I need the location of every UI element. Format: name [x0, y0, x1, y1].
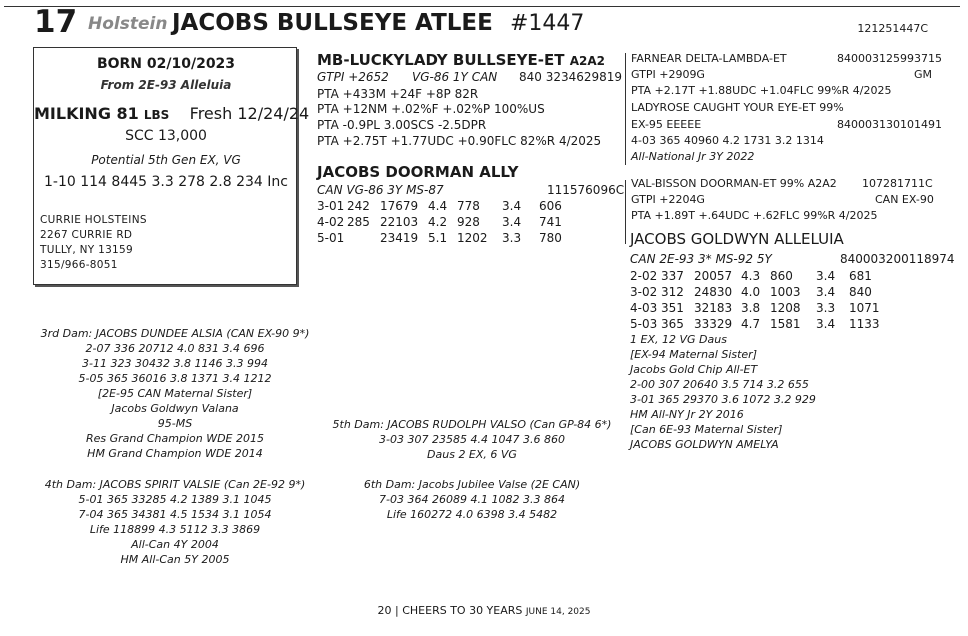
breed-label: Holstein	[88, 14, 168, 34]
pedigree-line: HM All-Can 5Y 2005	[120, 553, 230, 566]
third-dam-name: 3rd Dam: JACOBS DUNDEE ALSIA (CAN EX-90 9*)	[40, 327, 310, 340]
sire-class: VG-86 1Y CAN	[412, 70, 498, 84]
footer-title: CHEERS TO 30 YEARS	[402, 604, 523, 617]
sire-sire-pta: PTA +2.17T +1.88UDC +1.04FLC 99%R 4/2025	[631, 84, 892, 97]
sire-pta-line: PTA -0.9PL 3.00SCS -2.5DPR	[317, 118, 487, 132]
granddam-reg: 840003200118974	[840, 252, 955, 266]
pedigree-line: 95-MS	[157, 417, 193, 430]
sixth-dam-name: 6th Dam: Jacobs Jubilee Valse (2E CAN)	[363, 478, 581, 491]
note-line: 2-00 307 20640 3.5 714 3.2 655	[630, 378, 809, 391]
table-row: 3-01 242 17679 4.4 778 3.4 606	[317, 199, 562, 213]
dam-sire-reg: 107281711C	[862, 177, 933, 190]
dam-reg: 111576096C	[547, 183, 625, 197]
page-number: 20	[377, 604, 392, 617]
pedigree-line: [2E-95 CAN Maternal Sister]	[97, 387, 253, 400]
note-line: 1 EX, 12 VG Daus	[630, 333, 727, 346]
pedigree-line: All-Can 4Y 2004	[131, 538, 219, 551]
info-box	[33, 47, 310, 285]
note-line: JACOBS GOLDWYN AMELYA	[630, 438, 779, 451]
potential: Potential 5th Gen EX, VG	[91, 153, 241, 167]
fourth-dam-block	[20, 477, 330, 567]
pedigree-line: Life 160272 4.0 6398 3.4 5482	[386, 508, 558, 521]
pedigree-line: 3-03 307 23585 4.4 1047 3.6 860	[379, 433, 565, 446]
consignor-street: 2267 CURRIE RD	[40, 229, 133, 241]
born-date: BORN 02/10/2023	[96, 56, 236, 72]
sire-pta-line: PTA +2.75T +1.77UDC +0.90FLC 82%R 4/2025	[317, 134, 602, 148]
pedigree-line: HM Grand Champion WDE 2014	[87, 447, 263, 460]
fifth-dam-block	[322, 417, 622, 462]
table-row: 4-03 351 32183 3.8 1208 3.3 1071	[630, 301, 880, 315]
sire-name	[317, 51, 605, 69]
sire-sire-gm: GM	[914, 68, 933, 81]
pedigree-line: Daus 2 EX, 6 VG	[427, 448, 517, 461]
granddam-name: JACOBS GOLDWYN ALLELUIA	[630, 230, 844, 248]
table-row: 5-01 23419 5.1 1202 3.3 780	[317, 231, 562, 245]
dam-sire-name: VAL-BISSON DOORMAN-ET 99% A2A2	[631, 177, 837, 190]
footer-separator: |	[395, 604, 399, 617]
dam-sire-pta: PTA +1.89T +.64UDC +.62FLC 99%R 4/2025	[631, 209, 878, 222]
sire-name-text: MB-LUCKYLADY BULLSEYE-ET	[317, 51, 565, 69]
sire-genotype-tag: A2A2	[569, 54, 606, 68]
granddam-class: CAN 2E-93 3* MS-92 5Y	[630, 252, 772, 266]
consignor-phone: 315/966-8051	[40, 259, 118, 271]
sire-dam-name: LADYROSE CAUGHT YOUR EYE-ET 99%	[631, 101, 844, 114]
pedigree-line: 2-07 336 20712 4.0 831 3.4 696	[85, 342, 265, 355]
dam-bracket-line	[625, 180, 626, 244]
sire-sire-name: FARNEAR DELTA-LAMBDA-ET	[631, 52, 787, 65]
sire-gtpi: GTPI +2652	[317, 70, 389, 84]
milking-unit: LBS	[143, 108, 170, 122]
sixth-dam-block	[322, 477, 622, 522]
lot-number: 17	[34, 4, 78, 40]
scc: SCC 13,000	[125, 128, 207, 144]
granddam-notes	[630, 332, 816, 452]
sire-sire-reg: 840003125993715	[837, 52, 942, 65]
sire-pta-line: PTA +433M +24F +8P 82R	[317, 87, 479, 101]
first-lactation-record: 1-10 114 8445 3.3 278 2.8 234 Inc	[44, 174, 288, 190]
consignor-name: CURRIE HOLSTEINS	[40, 214, 147, 226]
registration-id: 121251447C	[857, 22, 928, 35]
sire-dam-award: All-National Jr 3Y 2022	[631, 150, 755, 163]
note-line: [EX-94 Maternal Sister]	[630, 348, 757, 361]
dam-name: JACOBS DOORMAN ALLY	[317, 163, 519, 181]
note-line: 3-01 365 29370 3.6 1072 3.2 929	[630, 393, 816, 406]
sire-dam-reg: 840003130101491	[837, 118, 942, 131]
pedigree-line: 5-01 365 33285 4.2 1389 3.1 1045	[78, 493, 272, 506]
dam-sire-gtpi: GTPI +2204G	[631, 193, 705, 206]
pedigree-line: 7-04 365 34381 4.5 1534 3.1 1054	[78, 508, 272, 521]
dam-sire-class: CAN EX-90	[875, 193, 934, 206]
milking-line	[34, 104, 310, 123]
fourth-dam-name: 4th Dam: JACOBS SPIRIT VALSIE (Can 2E-92 9*)	[44, 478, 306, 491]
sire-reg: 840 3234629819	[519, 70, 623, 84]
top-rule	[4, 6, 960, 7]
pedigree-line: Res Grand Champion WDE 2015	[85, 432, 264, 445]
pedigree-line: Jacobs Goldwyn Valana	[111, 402, 239, 415]
animal-name: JACOBS BULLSEYE ATLEE	[172, 10, 493, 36]
sire-dam-class: EX-95 EEEEE	[631, 118, 702, 131]
milking-amount: MILKING 81	[34, 104, 139, 123]
consignor-city: TULLY, NY 13159	[40, 244, 134, 256]
pedigree-line: 3-11 323 30432 3.8 1146 3.3 994	[82, 357, 268, 370]
granddam-records-table	[630, 268, 880, 332]
fifth-dam-name: 5th Dam: JACOBS RUDOLPH VALSO (Can GP-84 6*)	[332, 418, 612, 431]
table-row: 3-02 312 24830 4.0 1003 3.4 840	[630, 285, 872, 299]
dam-records-table	[317, 198, 562, 246]
sire-dam-record: 4-03 365 40960 4.2 1731 3.2 1314	[631, 134, 824, 147]
table-row: 5-03 365 33329 4.7 1581 3.4 1133	[630, 317, 880, 331]
note-line: Jacobs Gold Chip All-ET	[630, 363, 758, 376]
note-line: [Can 6E-93 Maternal Sister]	[630, 423, 783, 436]
page-footer	[0, 604, 968, 617]
fresh-date: Fresh 12/24/24	[189, 104, 310, 123]
from-dam: From 2E-93 Alleluia	[100, 78, 232, 92]
sire-sire-gtpi: GTPI +2909G	[631, 68, 705, 81]
footer-date: JUNE 14, 2025	[525, 607, 591, 617]
pedigree-line: 5-05 365 36016 3.8 1371 3.4 1212	[78, 372, 272, 385]
table-row: 4-02 285 22103 4.2 928 3.4 741	[317, 215, 562, 229]
sire-bracket-line	[625, 53, 626, 165]
pedigree-line: Life 118899 4.3 5112 3.3 3869	[89, 523, 261, 536]
sire-pta-line: PTA +12NM +.02%F +.02%P 100%US	[317, 102, 545, 116]
pedigree-line: 7-03 364 26089 4.1 1082 3.3 864	[379, 493, 565, 506]
dam-class: CAN VG-86 3Y MS-87	[317, 183, 444, 197]
third-dam-block	[20, 326, 330, 461]
note-line: HM All-NY Jr 2Y 2016	[630, 408, 744, 421]
table-row: 2-02 337 20057 4.3 860 3.4 681	[630, 269, 872, 283]
catalog-number: #1447	[510, 11, 585, 36]
